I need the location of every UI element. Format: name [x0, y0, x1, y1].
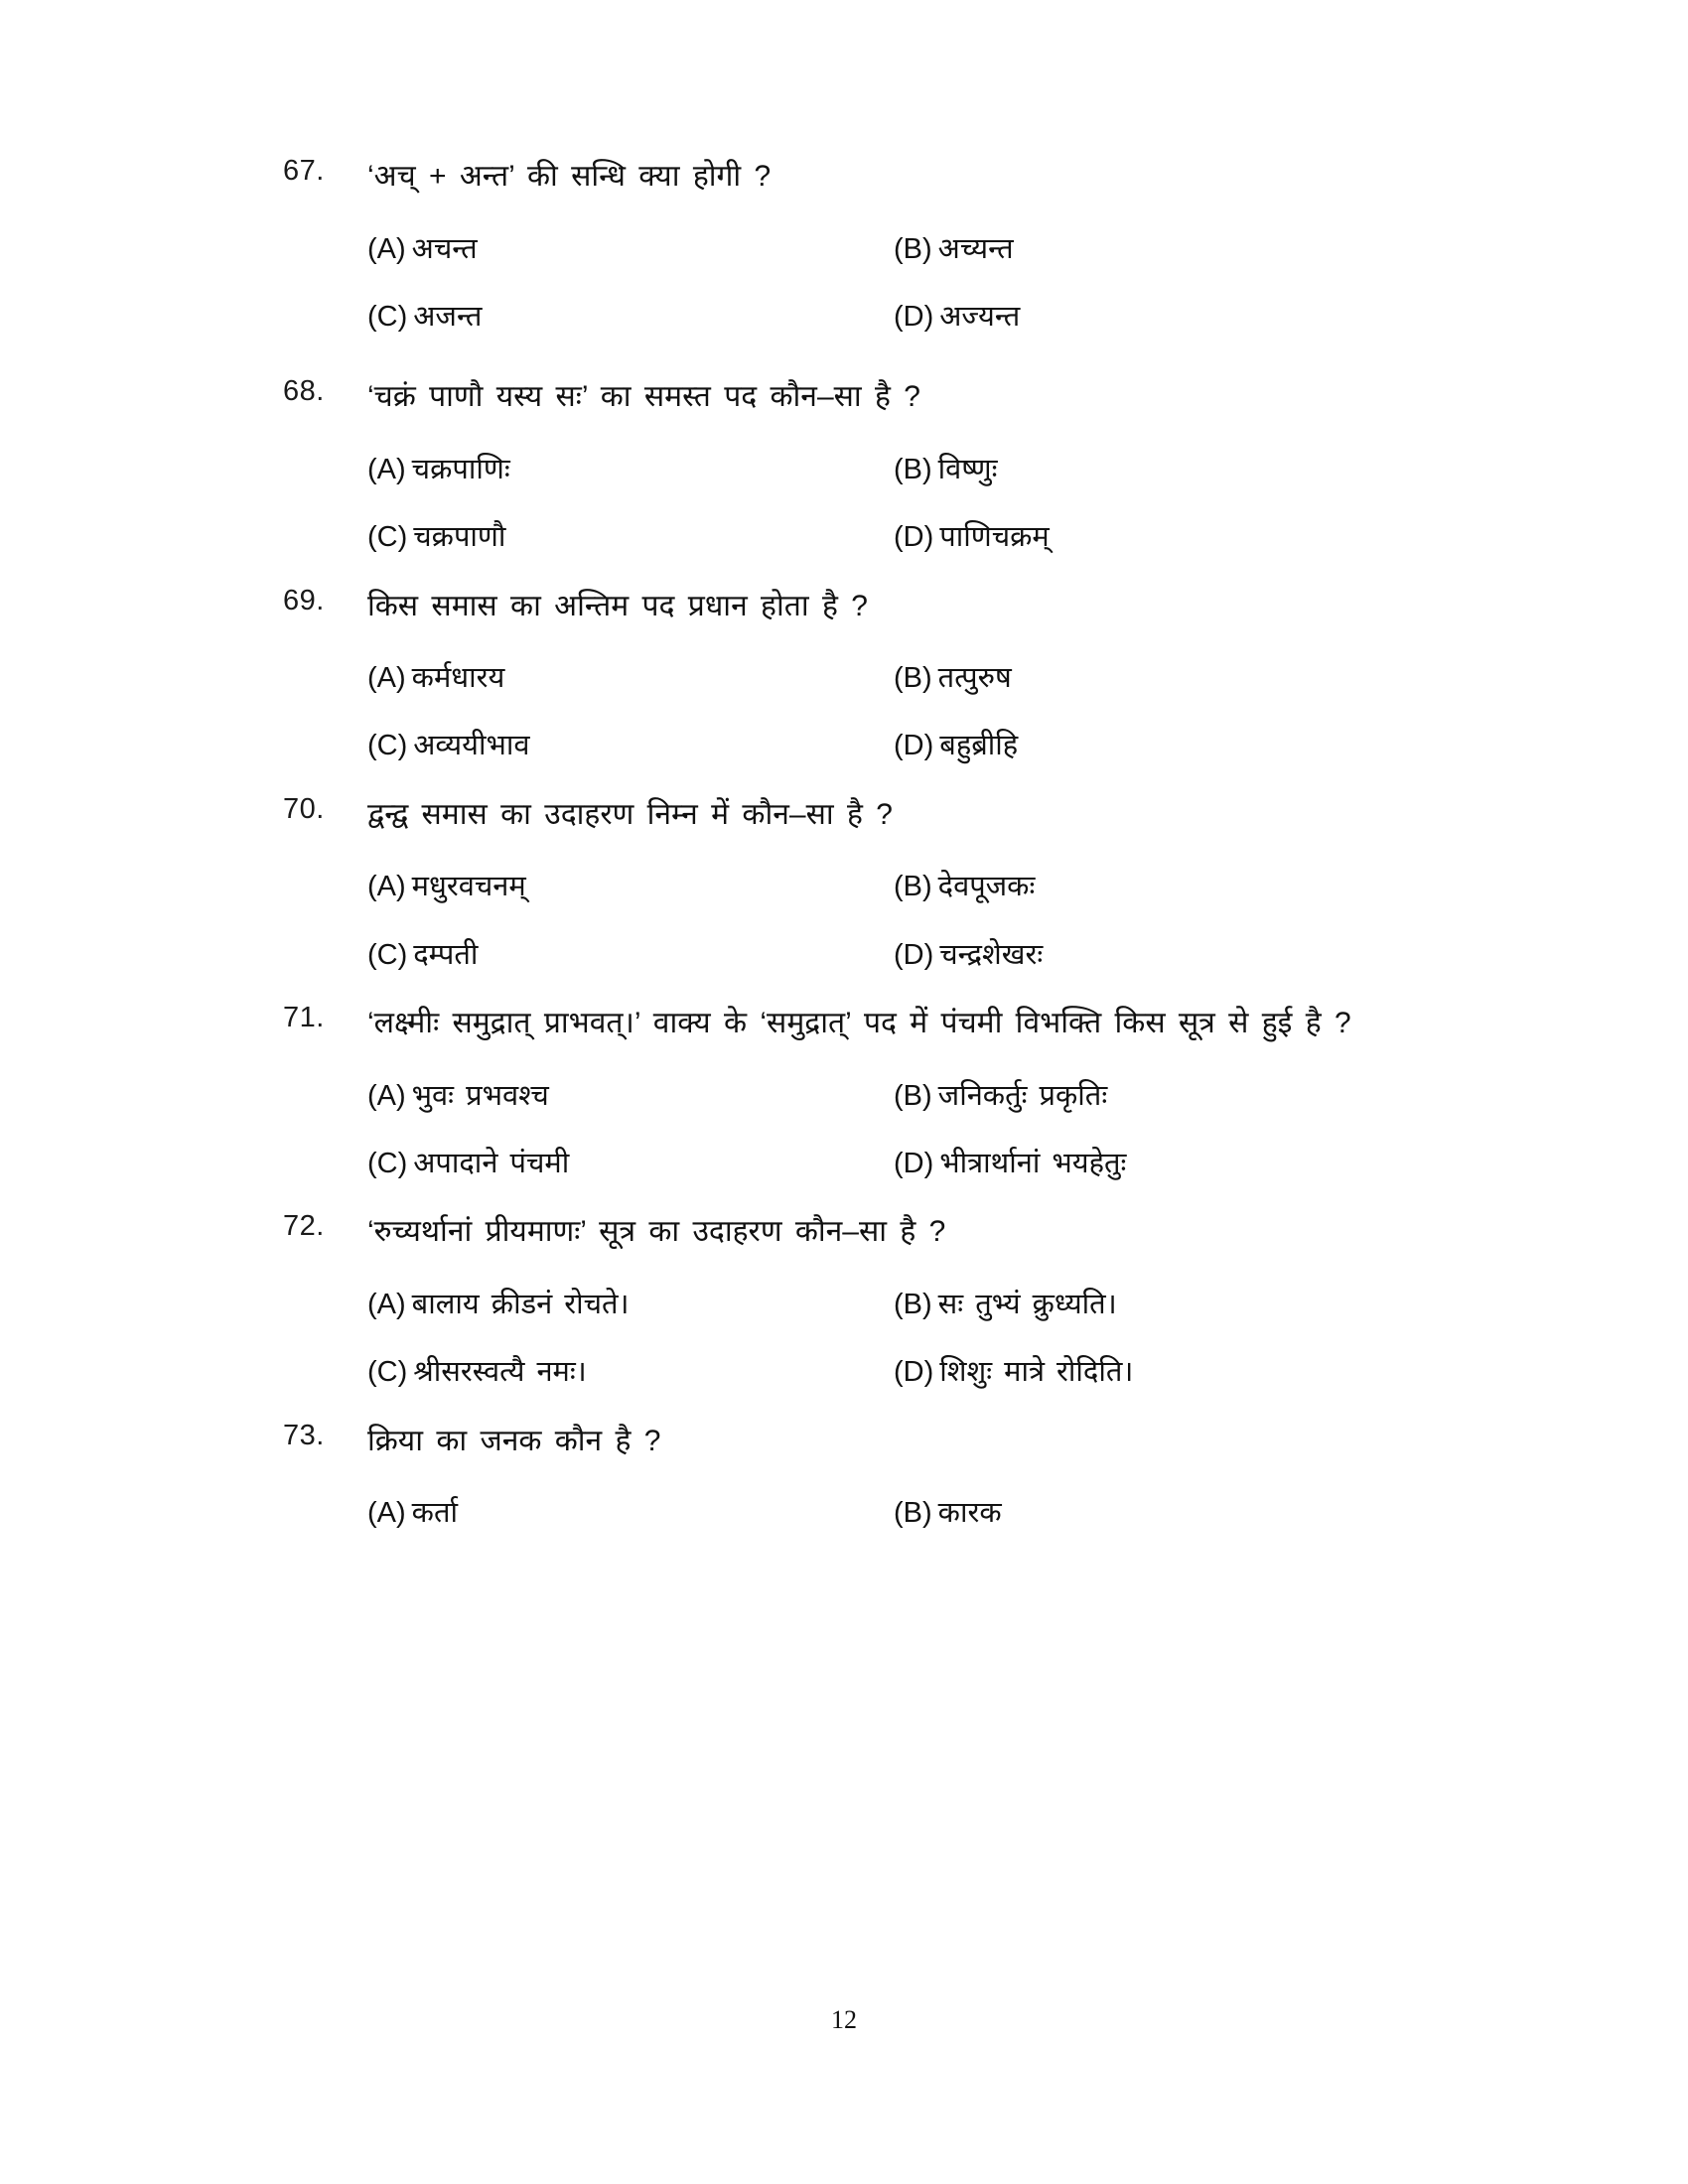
option-c-label: (C) — [367, 730, 408, 762]
option-d-label: (D) — [894, 521, 934, 554]
options-row-cd — [367, 514, 1465, 560]
option-d-label: (D) — [894, 300, 934, 333]
option-b[interactable] — [894, 864, 1465, 909]
option-c[interactable] — [367, 294, 894, 340]
option-c-text: अव्ययीभाव — [413, 730, 530, 762]
question-number: 67. — [283, 155, 325, 187]
option-c-text: चक्रपाणौ — [413, 521, 506, 554]
option-a-text: भुवः प्रभवश्च — [411, 1079, 549, 1112]
option-d-label: (D) — [894, 1148, 934, 1180]
question-text: ‘रुच्यर्थानां प्रीयमाणः’ सूत्र का उदाहरण कौन–सा है ? — [367, 1215, 946, 1249]
option-a-label: (A) — [367, 232, 406, 265]
option-b-text: अच्यन्त — [937, 232, 1014, 265]
question-row — [283, 579, 1465, 634]
option-a[interactable] — [367, 655, 894, 701]
question-number: 71. — [283, 1002, 325, 1034]
option-c-text: अपादाने पंचमी — [413, 1148, 570, 1180]
options-row-cd — [367, 1349, 1465, 1395]
options-row-cd — [367, 1141, 1465, 1186]
option-d-text: शिशुः मात्रे रोदिति। — [939, 1356, 1134, 1389]
options-row-ab — [367, 864, 1465, 909]
question-number: 68. — [283, 375, 325, 408]
question-block-70 — [283, 787, 1465, 978]
question-text: ‘लक्ष्मीः समुद्रात् प्राभवत्।’ वाक्य के ‘समुद्रात्’ पद में पंचमी विभक्ति किस सूत्र से हुई है ? — [367, 1007, 1351, 1040]
question-number: 73. — [283, 1419, 325, 1451]
option-a-text: अचन्त — [411, 232, 478, 265]
option-d[interactable] — [894, 932, 1465, 978]
option-b-label: (B) — [894, 1497, 932, 1530]
option-b[interactable] — [894, 447, 1465, 492]
option-a-label: (A) — [367, 1079, 406, 1112]
option-b-label: (B) — [894, 232, 932, 265]
option-c-label: (C) — [367, 521, 408, 554]
option-a[interactable] — [367, 1282, 894, 1327]
option-d-text: बहुब्रीहि — [939, 730, 1019, 762]
question-text: किस समास का अन्तिम पद प्रधान होता है ? — [367, 589, 868, 622]
option-b-label: (B) — [894, 871, 932, 903]
option-a[interactable] — [367, 447, 894, 492]
option-d-label: (D) — [894, 1356, 934, 1389]
question-block-67 — [283, 149, 1465, 340]
option-a-label: (A) — [367, 1288, 406, 1320]
question-row — [283, 787, 1465, 843]
option-b-label: (B) — [894, 1079, 932, 1112]
option-a[interactable] — [367, 1073, 894, 1119]
option-a-text: कर्मधारय — [411, 662, 505, 695]
options-row-ab — [367, 655, 1465, 701]
option-d-text: भीत्रार्थानां भयहेतुः — [939, 1148, 1127, 1180]
option-a-text: बालाय क्रीडनं रोचते। — [411, 1288, 630, 1320]
question-number: 72. — [283, 1210, 325, 1243]
options-row-ab — [367, 447, 1465, 492]
option-b-label: (B) — [894, 662, 932, 695]
option-c-label: (C) — [367, 1148, 408, 1180]
option-b-text: कारक — [937, 1497, 1002, 1530]
question-text: ‘अच् + अन्त’ की सन्धि क्या होगी ? — [367, 160, 772, 193]
options-group — [367, 226, 1465, 341]
option-a-label: (A) — [367, 1497, 406, 1530]
option-b[interactable] — [894, 1490, 1465, 1536]
question-text: क्रिया का जनक कौन है ? — [367, 1424, 661, 1457]
option-c[interactable] — [367, 514, 894, 560]
options-group — [367, 1490, 1465, 1536]
question-row — [283, 996, 1465, 1051]
question-row — [283, 1414, 1465, 1469]
option-c-label: (C) — [367, 300, 408, 333]
option-c-label: (C) — [367, 938, 408, 971]
question-row — [283, 1204, 1465, 1260]
options-row-cd — [367, 932, 1465, 978]
option-a[interactable] — [367, 226, 894, 272]
option-d[interactable] — [894, 514, 1465, 560]
option-b-label: (B) — [894, 453, 932, 485]
question-block-69 — [283, 579, 1465, 769]
options-group — [367, 655, 1465, 769]
option-c-label: (C) — [367, 1356, 408, 1389]
options-row-ab — [367, 1490, 1465, 1536]
option-b-label: (B) — [894, 1288, 932, 1320]
options-group — [367, 447, 1465, 561]
options-row-cd — [367, 723, 1465, 768]
option-d[interactable] — [894, 723, 1465, 768]
options-row-ab — [367, 1282, 1465, 1327]
option-a-text: कर्ता — [411, 1497, 458, 1530]
question-row — [283, 149, 1465, 205]
option-b-text: देवपूजकः — [937, 871, 1036, 903]
option-d-text: अज्यन्त — [939, 300, 1021, 333]
option-b[interactable] — [894, 1282, 1465, 1327]
question-block-71 — [283, 996, 1465, 1186]
option-d-text: पाणिचक्रम् — [939, 521, 1050, 554]
option-c[interactable] — [367, 932, 894, 978]
option-c-text: दम्पती — [413, 938, 479, 971]
options-row-ab — [367, 226, 1465, 272]
option-a[interactable] — [367, 1490, 894, 1536]
options-group — [367, 1073, 1465, 1187]
question-number: 69. — [283, 584, 325, 616]
option-a-text: मधुरवचनम् — [411, 871, 526, 903]
option-b[interactable] — [894, 655, 1465, 701]
option-b-text: तत्पुरुष — [937, 662, 1012, 695]
page-number-footer: 12 — [831, 2005, 857, 2034]
options-group — [367, 864, 1465, 978]
options-group — [367, 1282, 1465, 1396]
option-a[interactable] — [367, 864, 894, 909]
question-text: द्वन्द्व समास का उदाहरण निम्न में कौन–सा है ? — [367, 797, 893, 831]
option-b-text: विष्णुः — [937, 453, 998, 485]
option-c-text: श्रीसरस्वत्यै नमः। — [413, 1356, 587, 1389]
option-d-label: (D) — [894, 730, 934, 762]
options-row-ab — [367, 1073, 1465, 1119]
option-c-text: अजन्त — [413, 300, 483, 333]
option-c[interactable] — [367, 723, 894, 768]
option-a-label: (A) — [367, 453, 406, 485]
option-b[interactable] — [894, 1073, 1465, 1119]
question-list — [283, 149, 1465, 1555]
options-row-cd — [367, 294, 1465, 340]
option-b-text: सः तुभ्यं क्रुध्यति। — [937, 1288, 1117, 1320]
option-a-text: चक्रपाणिः — [411, 453, 510, 485]
option-c[interactable] — [367, 1349, 894, 1395]
question-row — [283, 369, 1465, 425]
question-block-73 — [283, 1414, 1465, 1537]
option-d-text: चन्द्रशेखरः — [939, 938, 1044, 971]
option-d-label: (D) — [894, 938, 934, 971]
option-c[interactable] — [367, 1141, 894, 1186]
option-d[interactable] — [894, 294, 1465, 340]
option-a-label: (A) — [367, 662, 406, 695]
option-b-text: जनिकर्तुः प्रकृतिः — [937, 1079, 1108, 1112]
question-block-68 — [283, 369, 1465, 560]
question-text: ‘चक्रं पाणौ यस्य सः’ का समस्त पद कौन–सा है ? — [367, 380, 920, 414]
option-d[interactable] — [894, 1349, 1465, 1395]
option-a-label: (A) — [367, 871, 406, 903]
option-b[interactable] — [894, 226, 1465, 272]
option-d[interactable] — [894, 1141, 1465, 1186]
question-block-72 — [283, 1204, 1465, 1395]
question-number: 70. — [283, 792, 325, 825]
